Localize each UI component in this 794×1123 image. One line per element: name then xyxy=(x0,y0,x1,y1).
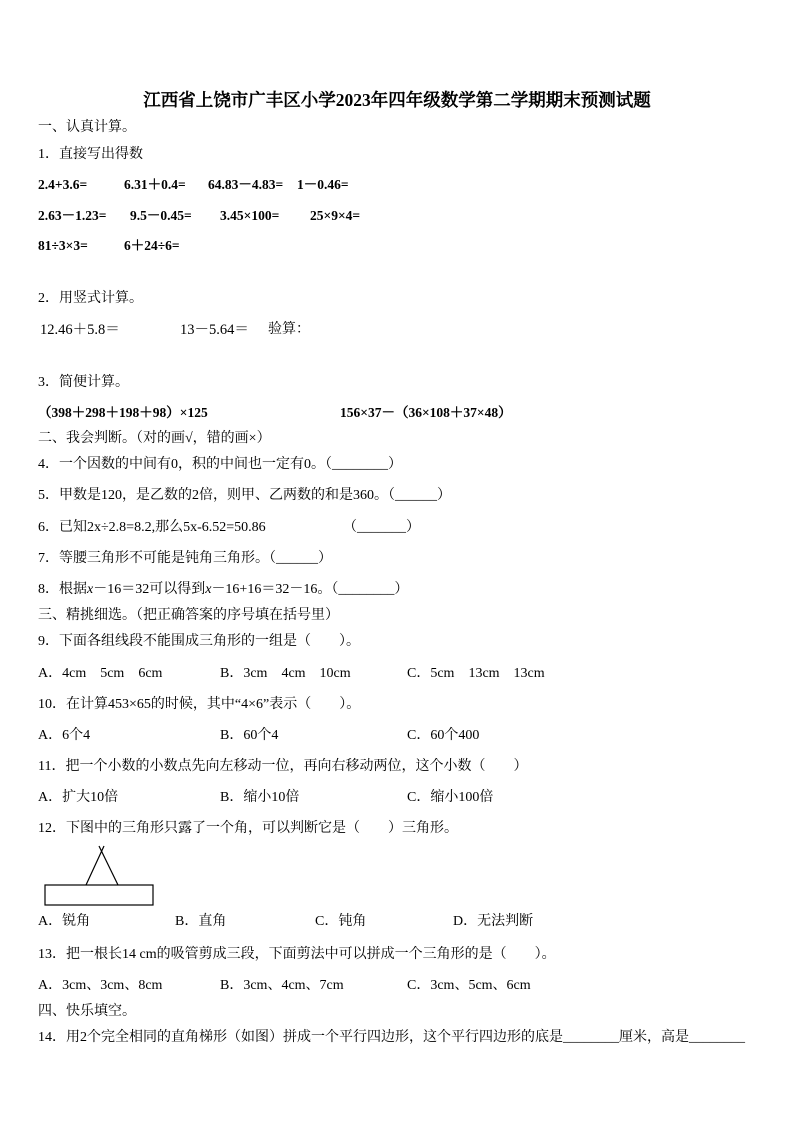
answer-blank: （________） xyxy=(325,457,402,472)
variable-x: x xyxy=(87,582,94,597)
simplify-calc-problem: 156×37－（36×108＋37×48） xyxy=(340,405,512,420)
answer-blank: （______） xyxy=(388,488,451,503)
option-c: C．3cm、5cm、6cm xyxy=(407,978,531,993)
triangle-right-side xyxy=(99,846,118,885)
fill-blank-height: ________ xyxy=(689,1030,745,1045)
answer-blank: （_______） xyxy=(343,520,420,535)
oral-calc-item: 1－0.46= xyxy=(297,177,349,192)
question-1-stem: 1．直接写出得数 xyxy=(38,147,143,162)
option-b: B．60个4 xyxy=(220,728,279,743)
question-3-stem: 3．简便计算。 xyxy=(38,375,129,390)
question-5 xyxy=(38,486,451,506)
oral-calc-item: 9.5－0.45= xyxy=(130,208,192,223)
question-4-text: 4．一个因数的中间有0，积的中间也一定有0。 xyxy=(38,457,325,472)
option-a: A．6个4 xyxy=(38,728,91,743)
simplify-calc-problem: （398＋298＋198＋98）×125 xyxy=(38,405,208,420)
answer-blank: （________） xyxy=(331,582,409,597)
option-a: A．4cm 5cm 6cm xyxy=(38,666,163,681)
question-5-text: 5．甲数是120，是乙数的2倍，则甲、乙两数的和是360。 xyxy=(38,488,388,503)
question-4 xyxy=(38,455,402,475)
option-c: C．60个400 xyxy=(407,728,480,743)
question-8-text: 8．根据 xyxy=(38,582,87,597)
section-2-heading: 二、我会判断。（对的画√，错的画×） xyxy=(38,431,271,446)
question-8-equation-transformed: －16+16＝32－16。 xyxy=(211,582,332,597)
question-8-equation: －16＝32可以得到 xyxy=(93,582,206,597)
oral-calc-item: 6＋24÷6= xyxy=(124,238,180,253)
question-9-stem: 9．下面各组线段不能围成三角形的一组是（ ）。 xyxy=(38,634,360,649)
section-4-heading: 四、快乐填空。 xyxy=(38,1004,136,1019)
question-8 xyxy=(38,580,408,600)
option-c: C．5cm 13cm 13cm xyxy=(407,666,545,681)
oral-calc-item: 2.4+3.6= xyxy=(38,177,88,192)
option-a: A．锐角 xyxy=(38,914,91,929)
check-label: 验算： xyxy=(268,322,310,337)
vertical-calc-problem: 12.46＋5.8＝ xyxy=(40,322,120,338)
option-b: B．缩小10倍 xyxy=(220,790,300,805)
exam-title: 江西省上饶市广丰区小学2023年四年级数学第二学期期末预测试题 xyxy=(143,90,651,110)
option-a: A．3cm、3cm、8cm xyxy=(38,978,163,993)
oral-calc-item: 64.83－4.83= xyxy=(208,177,284,192)
question-14-text-middle: 厘米，高是 xyxy=(619,1030,689,1045)
option-b: B．3cm 4cm 10cm xyxy=(220,666,351,681)
question-10-stem: 10．在计算453×65的时候，其中“4×6”表示（ ）。 xyxy=(38,697,361,712)
option-c: C．缩小100倍 xyxy=(407,790,494,805)
answer-blank: （______） xyxy=(269,551,332,566)
option-a: A．扩大10倍 xyxy=(38,790,119,805)
fill-blank-base: ________ xyxy=(563,1030,619,1045)
question-6-text: 6．已知2x÷2.8=8.2,那么5x-6.52=50.86 xyxy=(38,520,266,535)
option-b: B．直角 xyxy=(175,914,227,929)
question-7 xyxy=(38,549,332,569)
question-12-stem: 12．下图中的三角形只露了一个角，可以判断它是（ ）三角形。 xyxy=(38,821,458,836)
covering-rectangle xyxy=(45,885,153,905)
oral-calc-item: 3.45×100= xyxy=(220,208,280,223)
vertical-calc-problem: 13－5.64＝ xyxy=(180,322,249,338)
oral-calc-item: 25×9×4= xyxy=(310,208,361,223)
question-14-text: 14．用2个完全相同的直角梯形（如图）拼成一个平行四边形，这个平行四边形的底是 xyxy=(38,1030,563,1045)
option-b: B．3cm、4cm、7cm xyxy=(220,978,344,993)
oral-calc-item: 6.31＋0.4= xyxy=(124,177,186,192)
question-11-stem: 11．把一个小数的小数点先向左移动一位，再向右移动两位，这个小数（ ） xyxy=(38,759,528,774)
section-1-heading: 一、认真计算。 xyxy=(38,120,136,135)
section-3-heading: 三、精挑细选。（把正确答案的序号填在括号里） xyxy=(38,608,339,623)
question-14 xyxy=(38,1028,745,1048)
hidden-triangle-figure xyxy=(40,840,170,910)
question-13-stem: 13．把一根长14 cm的吸管剪成三段，下面剪法中可以拼成一个三角形的是（ ）。 xyxy=(38,947,556,962)
variable-x: x xyxy=(205,582,212,597)
oral-calc-item: 81÷3×3= xyxy=(38,238,88,253)
question-2-stem: 2．用竖式计算。 xyxy=(38,291,143,306)
option-c: C．钝角 xyxy=(315,914,367,929)
oral-calc-item: 2.63－1.23= xyxy=(38,208,107,223)
question-7-text: 7．等腰三角形不可能是钝角三角形。 xyxy=(38,551,269,566)
option-d: D．无法判断 xyxy=(453,914,534,929)
